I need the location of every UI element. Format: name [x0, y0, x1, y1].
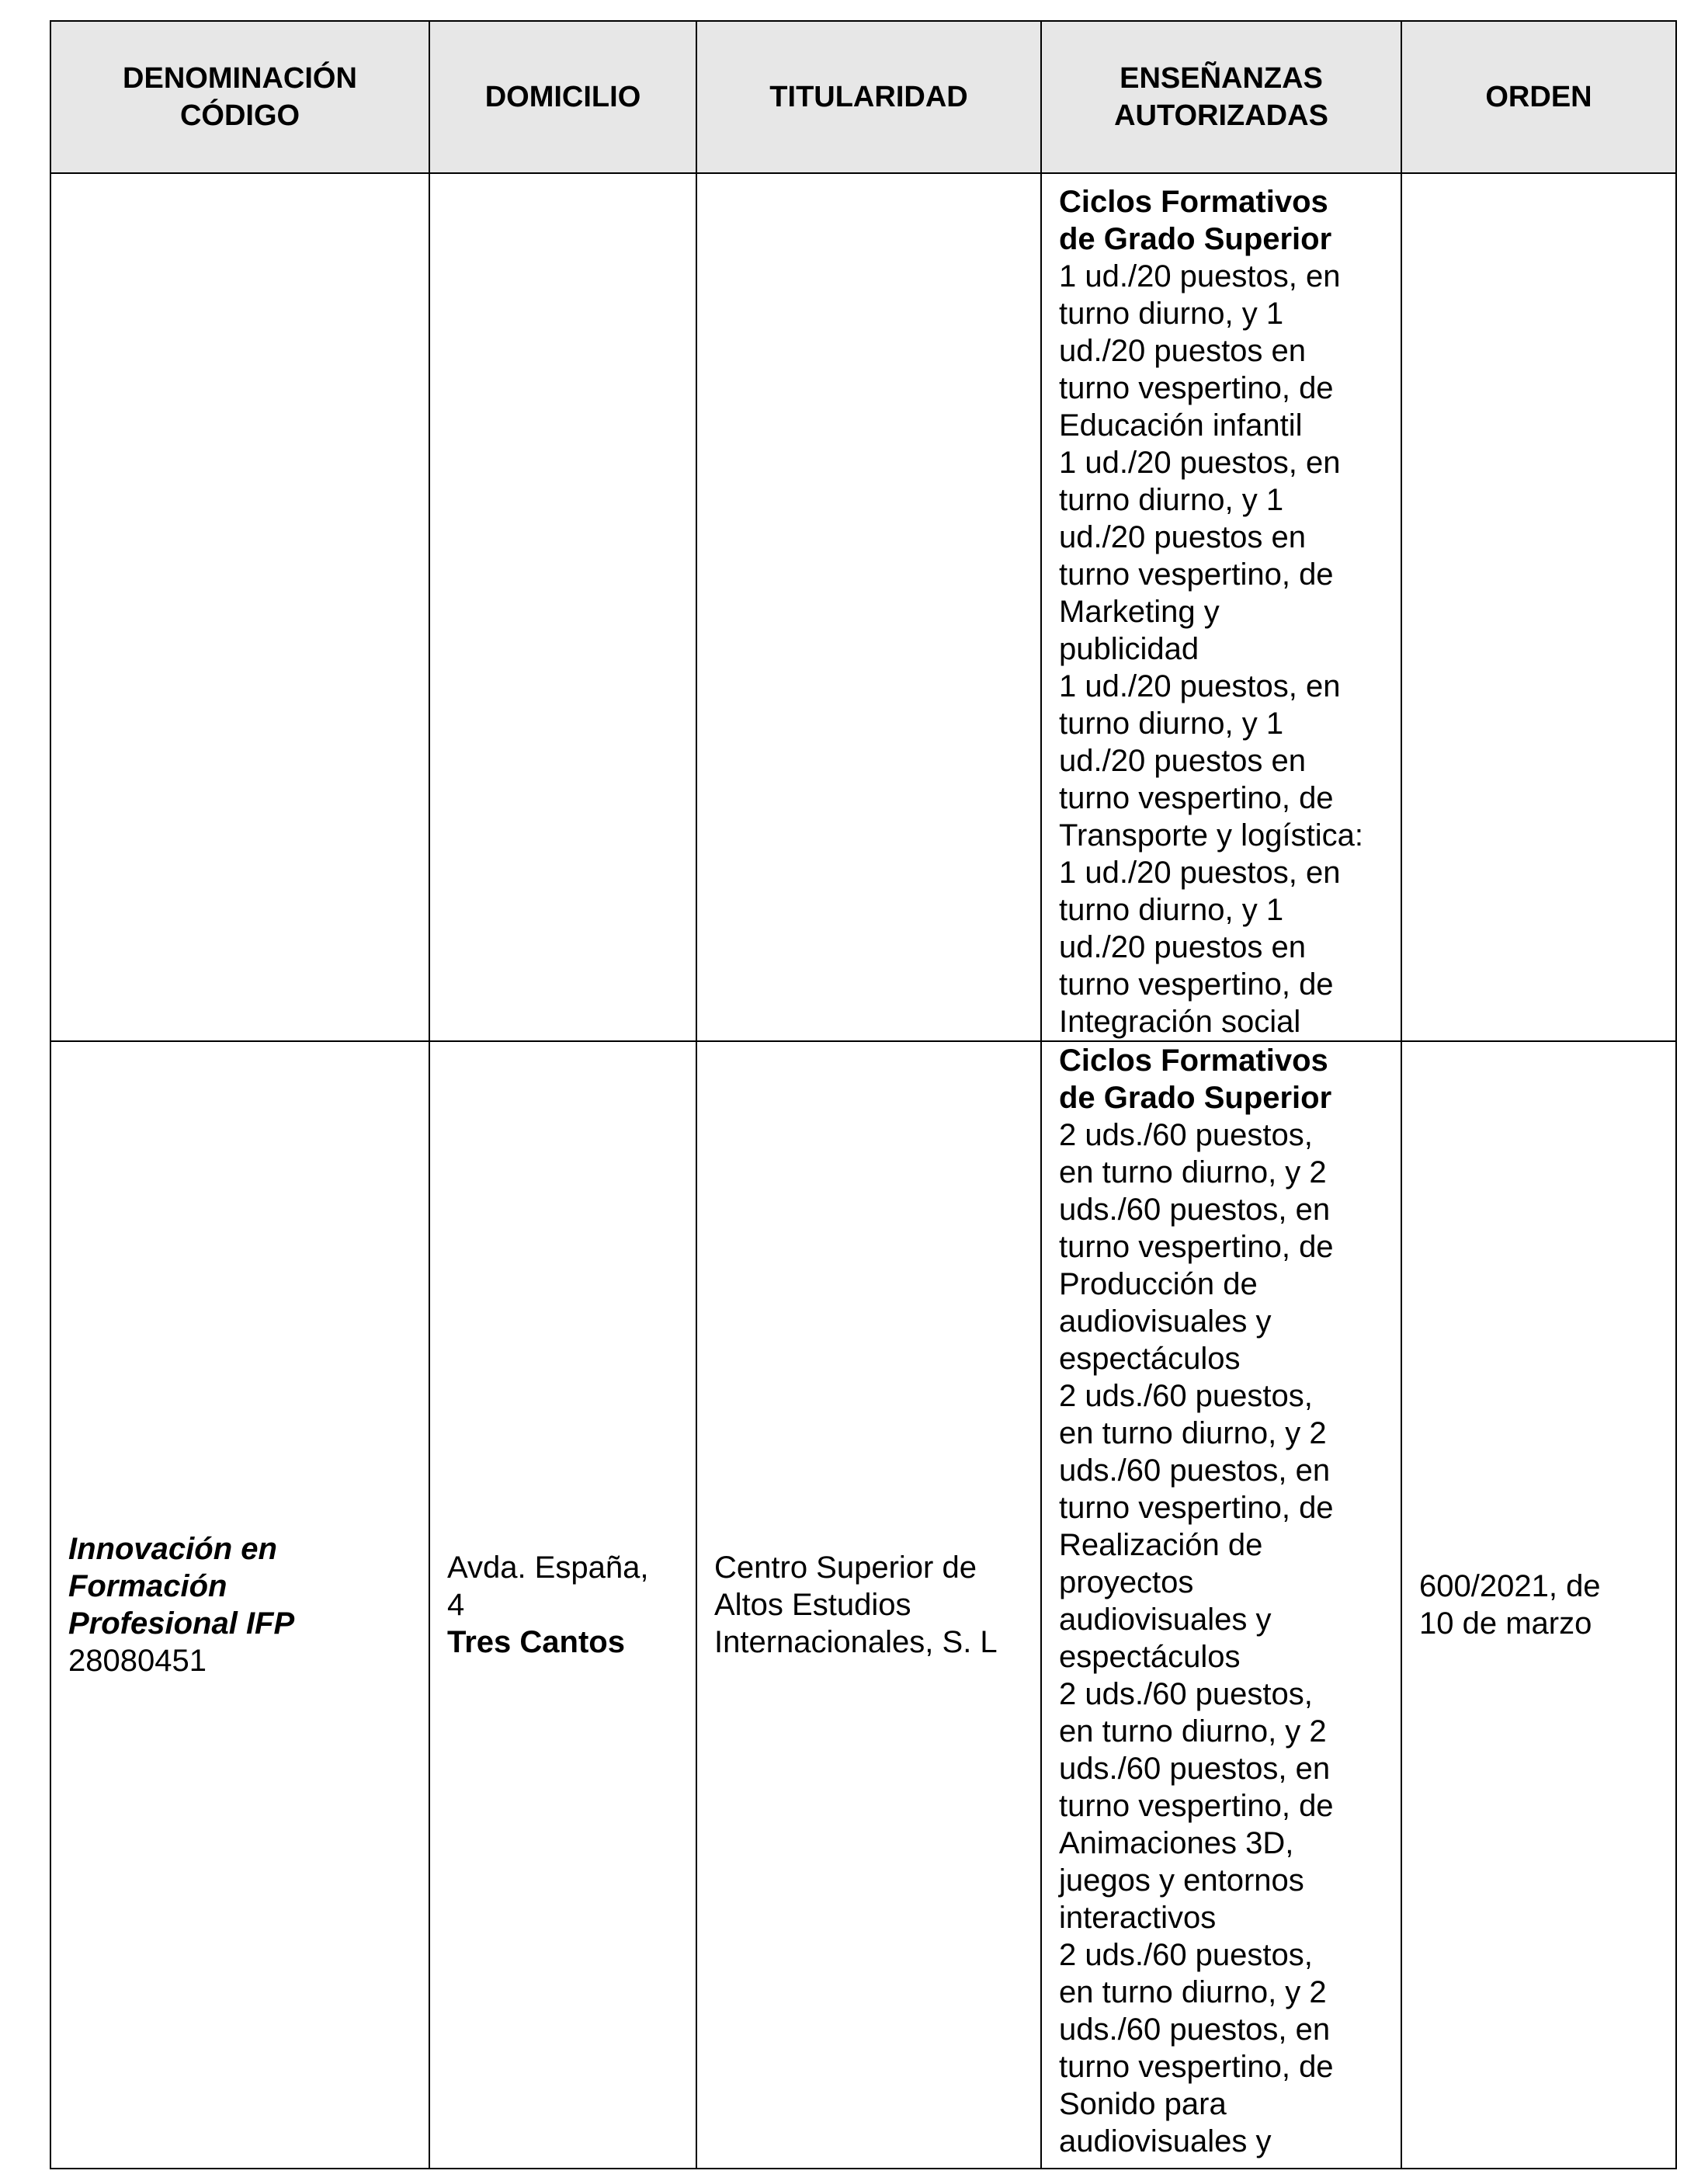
ensenanzas-line: ud./20 puestos en [1059, 930, 1307, 964]
header-codigo-line: CÓDIGO [179, 99, 300, 132]
ensenanzas-line: publicidad [1059, 632, 1199, 666]
ensenanzas-line: en turno diurno, y 2 [1059, 1975, 1327, 2009]
ensenanzas-text [1042, 1042, 1401, 2160]
table-row [50, 173, 1676, 1041]
ensenanzas-line: uds./60 puestos, en [1059, 1453, 1331, 1488]
ensenanzas-line: espectáculos [1059, 1342, 1241, 1376]
ensenanzas-line: Integración social [1059, 1005, 1301, 1039]
ensenanzas-line: ud./20 puestos en [1059, 334, 1307, 368]
owner-line: Internacionales, S. L [714, 1625, 998, 1659]
header-ensenanzas-autorizadas [1041, 21, 1401, 173]
cell-titularidad [696, 1041, 1041, 2169]
table-row [50, 1041, 1676, 2169]
ensenanzas-heading-line: Ciclos Formativos [1059, 185, 1328, 219]
ensenanzas-line: turno diurno, y 1 [1059, 707, 1284, 741]
address-city: Tres Cantos [447, 1625, 625, 1659]
header-denominacion-codigo [50, 21, 429, 173]
header-denominacion-line: DENOMINACIÓN [123, 62, 357, 95]
ensenanzas-line: 1 ud./20 puestos, en [1059, 259, 1341, 293]
ensenanzas-line: turno diurno, y 1 [1059, 893, 1284, 927]
header-domicilio [429, 21, 696, 173]
ensenanzas-line: en turno diurno, y 2 [1059, 1714, 1327, 1749]
ensenanzas-line: 2 uds./60 puestos, [1059, 1677, 1313, 1711]
ensenanzas-line: 2 uds./60 puestos, [1059, 1379, 1313, 1413]
cell-domicilio-empty [429, 173, 696, 1041]
ensenanzas-line: turno diurno, y 1 [1059, 297, 1284, 331]
ensenanzas-line: turno diurno, y 1 [1059, 483, 1284, 517]
ensenanzas-line: 2 uds./60 puestos, [1059, 1118, 1313, 1152]
ensenanzas-line: audiovisuales y [1059, 1304, 1272, 1339]
ensenanzas-line: en turno diurno, y 2 [1059, 1155, 1327, 1189]
ensenanzas-line: uds./60 puestos, en [1059, 1193, 1331, 1227]
center-name-line: Profesional IFP [68, 1606, 295, 1641]
orden-line: 10 de marzo [1419, 1606, 1592, 1641]
cell-domicilio [429, 1041, 696, 2169]
header-domicilio-label: DOMICILIO [484, 81, 641, 113]
table-header-row [50, 21, 1676, 173]
header-titularidad-label: TITULARIDAD [769, 81, 968, 113]
ensenanzas-line: turno vespertino, de [1059, 1491, 1334, 1525]
ensenanzas-line: turno vespertino, de [1059, 2050, 1334, 2084]
ensenanzas-line: audiovisuales y [1059, 2124, 1272, 2158]
cell-ensenanzas [1041, 173, 1401, 1041]
ensenanzas-line: Sonido para [1059, 2087, 1227, 2121]
cell-orden [1401, 1041, 1676, 2169]
ensenanzas-line: 1 ud./20 puestos, en [1059, 446, 1341, 480]
header-titularidad [696, 21, 1041, 173]
owner-line: Altos Estudios [714, 1588, 911, 1622]
ensenanzas-line: Transporte y logística: [1059, 818, 1364, 853]
ensenanzas-line: juegos y entornos [1059, 1863, 1304, 1898]
ensenanzas-line: interactivos [1059, 1901, 1217, 1935]
ensenanzas-line: uds./60 puestos, en [1059, 1752, 1331, 1786]
ensenanzas-line: turno vespertino, de [1059, 781, 1334, 815]
centers-table [50, 20, 1677, 2169]
ensenanzas-line: turno vespertino, de [1059, 557, 1334, 592]
cell-orden-empty [1401, 173, 1676, 1041]
ensenanzas-line: proyectos [1059, 1565, 1194, 1599]
ensenanzas-line: audiovisuales y [1059, 1603, 1272, 1637]
ensenanzas-line: Realización de [1059, 1528, 1263, 1562]
ensenanzas-line: turno vespertino, de [1059, 1789, 1334, 1823]
ensenanzas-line: Producción de [1059, 1267, 1258, 1301]
address-line: 4 [447, 1588, 465, 1622]
header-autorizadas-line: AUTORIZADAS [1114, 99, 1328, 132]
ensenanzas-line: turno vespertino, de [1059, 1230, 1334, 1264]
header-orden-label: ORDEN [1485, 81, 1592, 113]
owner-line: Centro Superior de [714, 1551, 977, 1585]
ensenanzas-line: ud./20 puestos en [1059, 744, 1307, 778]
ensenanzas-line: Educación infantil [1059, 408, 1303, 443]
cell-denominacion [50, 1041, 429, 2169]
ensenanzas-line: turno vespertino, de [1059, 967, 1334, 1002]
center-code: 28080451 [68, 1644, 207, 1678]
center-name-line: Formación [68, 1569, 227, 1603]
ensenanzas-line: 2 uds./60 puestos, [1059, 1938, 1313, 1972]
cell-denominacion-empty [50, 173, 429, 1041]
ensenanzas-line: ud./20 puestos en [1059, 520, 1307, 554]
address-line: Avda. España, [447, 1551, 649, 1585]
ensenanzas-line: en turno diurno, y 2 [1059, 1416, 1327, 1450]
ensenanzas-line: Animaciones 3D, [1059, 1826, 1294, 1860]
ensenanzas-line: uds./60 puestos, en [1059, 2013, 1331, 2047]
orden-line: 600/2021, de [1419, 1569, 1601, 1603]
ensenanzas-text [1042, 183, 1401, 1040]
ensenanzas-line: turno vespertino, de [1059, 371, 1334, 405]
center-name-line: Innovación en [68, 1532, 277, 1566]
ensenanzas-line: espectáculos [1059, 1640, 1241, 1674]
ensenanzas-line: Marketing y [1059, 595, 1220, 629]
ensenanzas-heading-line: de Grado Superior [1059, 1081, 1332, 1115]
ensenanzas-line: 1 ud./20 puestos, en [1059, 856, 1341, 890]
ensenanzas-line: 1 ud./20 puestos, en [1059, 669, 1341, 703]
header-orden [1401, 21, 1676, 173]
cell-titularidad-empty [696, 173, 1041, 1041]
cell-ensenanzas [1041, 1041, 1401, 2169]
header-ensenanzas-line: ENSEÑANZAS [1120, 62, 1323, 95]
ensenanzas-heading-line: Ciclos Formativos [1059, 1044, 1328, 1078]
ensenanzas-heading-line: de Grado Superior [1059, 222, 1332, 256]
